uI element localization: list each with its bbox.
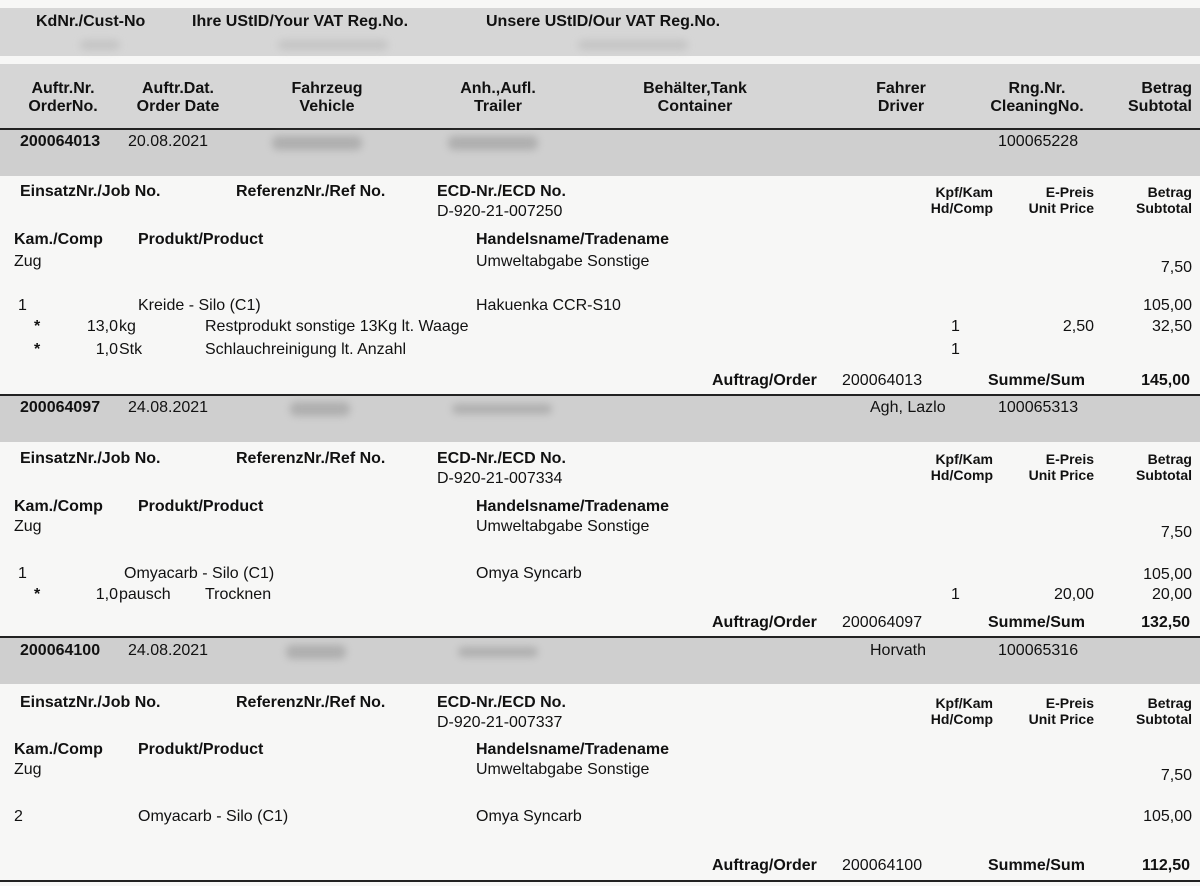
order-3-ecd-label: ECD-Nr./ECD No. <box>437 694 566 711</box>
kpf-de: Kpf/Kam <box>935 695 993 711</box>
order-2-ecd-value: D-920-21-007334 <box>437 470 563 487</box>
col-driver <box>866 80 936 116</box>
col-container-de: Behälter,Tank <box>643 80 747 97</box>
redacted-vehicle-2 <box>290 402 350 416</box>
eprice-de: E-Preis <box>1045 695 1094 711</box>
col-cleaning-no-de: Rng.Nr. <box>1008 80 1066 97</box>
order-3-zug-amount: 7,50 <box>1160 767 1192 784</box>
order-3-comp-label: Kam./Comp <box>14 741 103 758</box>
order-1-ecd-label: ECD-Nr./ECD No. <box>437 183 566 200</box>
order-3-sum-label: Summe/Sum <box>988 857 1085 874</box>
order-2-total: 132,50 <box>1141 614 1190 631</box>
order-2-zug: Zug <box>14 518 42 535</box>
order-1-job-no-label: EinsatzNr./Job No. <box>20 183 161 200</box>
order-3-kpf-header <box>915 695 993 727</box>
redacted-vehicle-1 <box>272 136 362 150</box>
order-3-total: 112,50 <box>1141 857 1190 874</box>
order-1-extra-2-desc: Schlauchreinigung lt. Anzahl <box>205 341 407 358</box>
order-1-number: 200064013 <box>20 133 101 150</box>
eprice-en: Unit Price <box>1028 467 1094 483</box>
order-1-extra-2-qty: 1,0 <box>95 341 118 358</box>
order-2-extra-1-price: 20,00 <box>1053 586 1094 603</box>
order-2-ecd-label: ECD-Nr./ECD No. <box>437 450 566 467</box>
col-order-no-de: Auftr.Nr. <box>31 80 95 97</box>
betrag-de: Betrag <box>1147 695 1192 711</box>
col-container-en: Container <box>657 98 733 115</box>
order-2-betrag-header <box>1112 451 1192 483</box>
order-1-betrag-header <box>1112 184 1192 216</box>
order-2-order-ref: 200064097 <box>842 614 923 631</box>
order-3-tradename-label: Handelsname/Tradename <box>476 741 669 758</box>
order-2-job-no-label: EinsatzNr./Job No. <box>20 450 161 467</box>
order-2-ref-no-label: ReferenzNr./Ref No. <box>236 450 386 467</box>
col-vehicle-en: Vehicle <box>299 98 355 115</box>
redacted-cust-no <box>80 40 120 50</box>
order-1-sum-label: Summe/Sum <box>988 372 1085 389</box>
redacted-trailer-1 <box>448 136 538 150</box>
order-2-comp-label: Kam./Comp <box>14 498 103 515</box>
col-subtotal-en: Subtotal <box>1128 98 1192 115</box>
col-vehicle-de: Fahrzeug <box>291 80 363 97</box>
order-2-extra-1-unit: pausch <box>119 586 171 603</box>
order-3-eprice-header <box>1010 695 1094 727</box>
order-1-extra-1-subtotal: 32,50 <box>1151 318 1192 335</box>
order-2-product-label: Produkt/Product <box>138 498 264 515</box>
redacted-our-vat <box>578 40 688 50</box>
col-container <box>630 80 760 116</box>
col-driver-en: Driver <box>877 98 925 115</box>
order-2-comp: 1 <box>18 565 27 582</box>
col-subtotal-de: Betrag <box>1141 80 1192 97</box>
order-1-amount: 105,00 <box>1143 297 1192 314</box>
your-vat-label: Ihre UStID/Your VAT Reg.No. <box>192 13 409 30</box>
redacted-trailer-2 <box>452 404 552 414</box>
order-1-product: Kreide - Silo (C1) <box>138 297 261 314</box>
order-1-extra-1-desc: Restprodukt sonstige 13Kg lt. Waage <box>205 318 469 335</box>
order-1-zug: Zug <box>14 253 42 270</box>
order-3-driver: Horvath <box>870 642 927 659</box>
order-1-order-label: Auftrag/Order <box>712 372 817 389</box>
col-cleaning-no <box>982 80 1092 116</box>
redacted-trailer-3 <box>458 647 538 657</box>
order-1-comp: 1 <box>18 297 27 314</box>
order-1-zug-trade: Umweltabgabe Sonstige <box>476 253 650 270</box>
col-order-date-en: Order Date <box>136 98 220 115</box>
col-trailer <box>452 80 544 116</box>
order-2-driver: Agh, Lazlo <box>870 399 946 416</box>
order-2-product: Omyacarb - Silo (C1) <box>124 565 275 582</box>
order-1-extra-1-kpf: 1 <box>951 318 960 335</box>
kpf-en: Hd/Comp <box>930 467 993 483</box>
order-1-total: 145,00 <box>1141 372 1190 389</box>
order-1-tradename-label: Handelsname/Tradename <box>476 231 669 248</box>
order-3-zug: Zug <box>14 761 42 778</box>
order-3-zug-trade: Umweltabgabe Sonstige <box>476 761 650 778</box>
eprice-en: Unit Price <box>1028 200 1094 216</box>
order-3-ecd-value: D-920-21-007337 <box>437 714 563 731</box>
order-2-amount: 105,00 <box>1143 566 1192 583</box>
order-1-comp-label: Kam./Comp <box>14 231 103 248</box>
kpf-de: Kpf/Kam <box>935 451 993 467</box>
order-2-sum-label: Summe/Sum <box>988 614 1085 631</box>
our-vat-label: Unsere UStID/Our VAT Reg.No. <box>486 13 721 30</box>
col-cleaning-no-en: CleaningNo. <box>990 98 1084 115</box>
kpf-de: Kpf/Kam <box>935 184 993 200</box>
eprice-de: E-Preis <box>1045 451 1094 467</box>
order-1-extra-1-qty: 13,0 <box>86 318 118 335</box>
order-1-extra-1-unit: kg <box>119 318 136 335</box>
col-order-date <box>127 80 229 116</box>
eprice-de: E-Preis <box>1045 184 1094 200</box>
betrag-en: Subtotal <box>1136 711 1192 727</box>
order-3-betrag-header <box>1112 695 1192 727</box>
order-2-cleaning-no: 100065313 <box>998 399 1079 416</box>
order-1-ref-no-label: ReferenzNr./Ref No. <box>236 183 386 200</box>
order-1-product-label: Produkt/Product <box>138 231 264 248</box>
order-2-extra-1-subtotal: 20,00 <box>1151 586 1192 603</box>
col-trailer-de: Anh.,Aufl. <box>460 80 536 97</box>
order-1-date: 20.08.2021 <box>128 133 209 150</box>
order-1-trade: Hakuenka CCR-S10 <box>476 297 621 314</box>
order-2-extra-1-desc: Trocknen <box>205 586 272 603</box>
col-vehicle <box>280 80 374 116</box>
order-2-extra-1-kpf: 1 <box>951 586 960 603</box>
order-1-extra-1-price: 2,50 <box>1062 318 1094 335</box>
order-3-ref-no-label: ReferenzNr./Ref No. <box>236 694 386 711</box>
order-2-extra-1-qty: 1,0 <box>95 586 118 603</box>
order-1-zug-amount: 7,50 <box>1160 259 1192 276</box>
order-1-cleaning-no: 100065228 <box>998 133 1079 150</box>
order-1-ecd-value: D-920-21-007250 <box>437 203 563 220</box>
order-3-cleaning-no: 100065316 <box>998 642 1079 659</box>
col-driver-de: Fahrer <box>876 80 926 97</box>
col-order-no-en: OrderNo. <box>28 98 98 115</box>
order-3-order-ref: 200064100 <box>842 857 923 874</box>
order-3-product: Omyacarb - Silo (C1) <box>138 808 289 825</box>
kpf-en: Hd/Comp <box>930 711 993 727</box>
col-order-date-de: Auftr.Dat. <box>142 80 214 97</box>
order-2-kpf-header <box>915 451 993 483</box>
cust-no-label: KdNr./Cust-No <box>36 13 146 30</box>
order-2-number: 200064097 <box>20 399 101 416</box>
order-1-extra-1-star: * <box>34 318 41 335</box>
order-2-eprice-header <box>1010 451 1094 483</box>
betrag-de: Betrag <box>1147 451 1192 467</box>
betrag-de: Betrag <box>1147 184 1192 200</box>
order-3-product-label: Produkt/Product <box>138 741 264 758</box>
order-2-tradename-label: Handelsname/Tradename <box>476 498 669 515</box>
col-order-no <box>20 80 106 116</box>
order-2-zug-trade: Umweltabgabe Sonstige <box>476 518 650 535</box>
order-2-zug-amount: 7,50 <box>1160 524 1192 541</box>
order-2-order-label: Auftrag/Order <box>712 614 817 631</box>
order-1-extra-2-unit: Stk <box>119 341 143 358</box>
order-3-order-label: Auftrag/Order <box>712 857 817 874</box>
order-1-extra-2-star: * <box>34 341 41 358</box>
order-3-trade: Omya Syncarb <box>476 808 582 825</box>
order-3-amount: 105,00 <box>1143 808 1192 825</box>
order-1-kpf-header <box>915 184 993 216</box>
order-1-extra-2-kpf: 1 <box>951 341 960 358</box>
betrag-en: Subtotal <box>1136 200 1192 216</box>
order-2-extra-1-star: * <box>34 586 41 603</box>
betrag-en: Subtotal <box>1136 467 1192 483</box>
col-trailer-en: Trailer <box>473 98 523 115</box>
eprice-en: Unit Price <box>1028 711 1094 727</box>
order-2-date: 24.08.2021 <box>128 399 209 416</box>
kpf-en: Hd/Comp <box>930 200 993 216</box>
col-subtotal <box>1112 80 1192 116</box>
order-1-order-ref: 200064013 <box>842 372 923 389</box>
order-3-job-no-label: EinsatzNr./Job No. <box>20 694 161 711</box>
order-2-trade: Omya Syncarb <box>476 565 582 582</box>
redacted-vehicle-3 <box>286 645 346 659</box>
order-1-eprice-header <box>1010 184 1094 216</box>
order-3-date: 24.08.2021 <box>128 642 209 659</box>
redacted-your-vat <box>278 40 388 50</box>
order-3-comp: 2 <box>14 808 23 825</box>
order-3-end-rule <box>0 880 1200 882</box>
order-3-number: 200064100 <box>20 642 101 659</box>
